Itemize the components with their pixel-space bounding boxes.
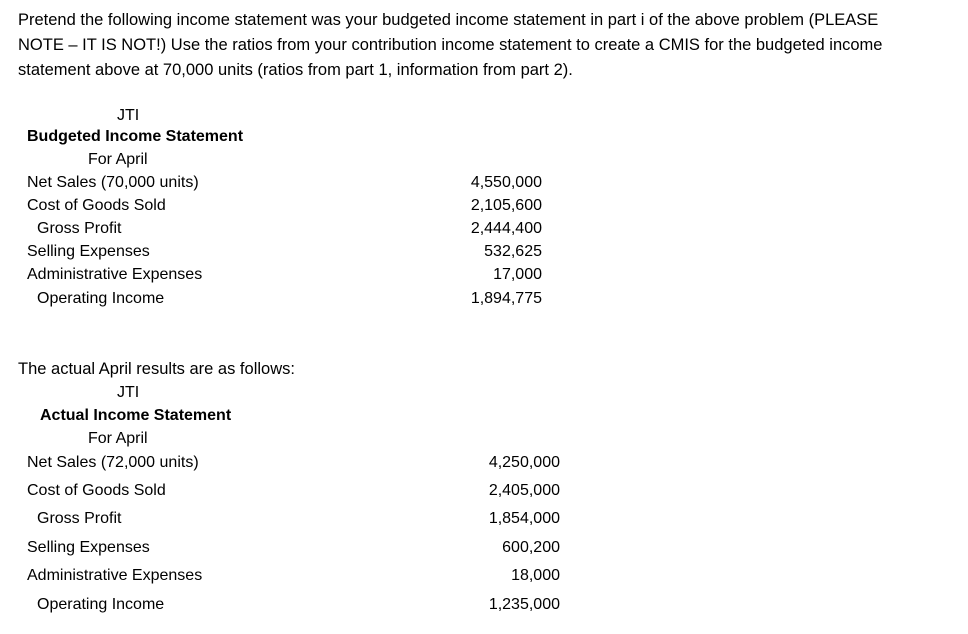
actual-row-label: Administrative Expenses bbox=[27, 567, 203, 584]
budgeted-row-value: 2,105,600 bbox=[470, 197, 542, 214]
actual-row-value: 1,235,000 bbox=[488, 596, 560, 613]
actual-period: For April bbox=[88, 430, 148, 447]
actual-row-value: 4,250,000 bbox=[488, 454, 560, 471]
actual-row-value: 2,405,000 bbox=[488, 482, 560, 499]
budgeted-statement-title: Budgeted Income Statement bbox=[27, 128, 244, 145]
actual-row-value: 600,200 bbox=[502, 539, 560, 556]
actual-company-name: JTI bbox=[117, 384, 140, 401]
actual-row-label: Net Sales (72,000 units) bbox=[27, 454, 199, 471]
budgeted-row-value: 4,550,000 bbox=[470, 174, 542, 191]
instructions-line-1: Pretend the following income statement was your budgeted income statement in part i of the above problem (PLEASE bbox=[18, 11, 879, 29]
instructions-paragraph bbox=[18, 8, 953, 83]
budgeted-row-label: Operating Income bbox=[37, 290, 165, 307]
actual-statement-title: Actual Income Statement bbox=[40, 407, 232, 424]
budgeted-company-name: JTI bbox=[117, 107, 140, 124]
budgeted-row-label: Administrative Expenses bbox=[27, 266, 203, 283]
actual-intro-text: The actual April results are as follows: bbox=[18, 360, 295, 378]
budgeted-row-value: 2,444,400 bbox=[470, 220, 542, 237]
budgeted-row-value: 1,894,775 bbox=[470, 290, 542, 307]
actual-row-value: 1,854,000 bbox=[488, 510, 560, 527]
instructions-line-2: NOTE – IT IS NOT!) Use the ratios from your contribution income statement to create a CMIS for the budgeted income bbox=[18, 36, 883, 54]
instructions-line-3: statement above at 70,000 units (ratios from part 1, information from part 2). bbox=[18, 61, 573, 79]
actual-row-label: Selling Expenses bbox=[27, 539, 150, 556]
budgeted-period: For April bbox=[88, 151, 148, 168]
budgeted-row-label: Selling Expenses bbox=[27, 243, 150, 260]
budgeted-row-label: Net Sales (70,000 units) bbox=[27, 174, 199, 191]
actual-row-label: Operating Income bbox=[37, 596, 165, 613]
actual-row-label: Cost of Goods Sold bbox=[27, 482, 166, 499]
actual-row-label: Gross Profit bbox=[37, 510, 122, 527]
budgeted-row-label: Gross Profit bbox=[37, 220, 122, 237]
actual-row-value: 18,000 bbox=[511, 567, 560, 584]
budgeted-row-label: Cost of Goods Sold bbox=[27, 197, 166, 214]
budgeted-row-value: 532,625 bbox=[484, 243, 542, 260]
budgeted-row-value: 17,000 bbox=[493, 266, 542, 283]
